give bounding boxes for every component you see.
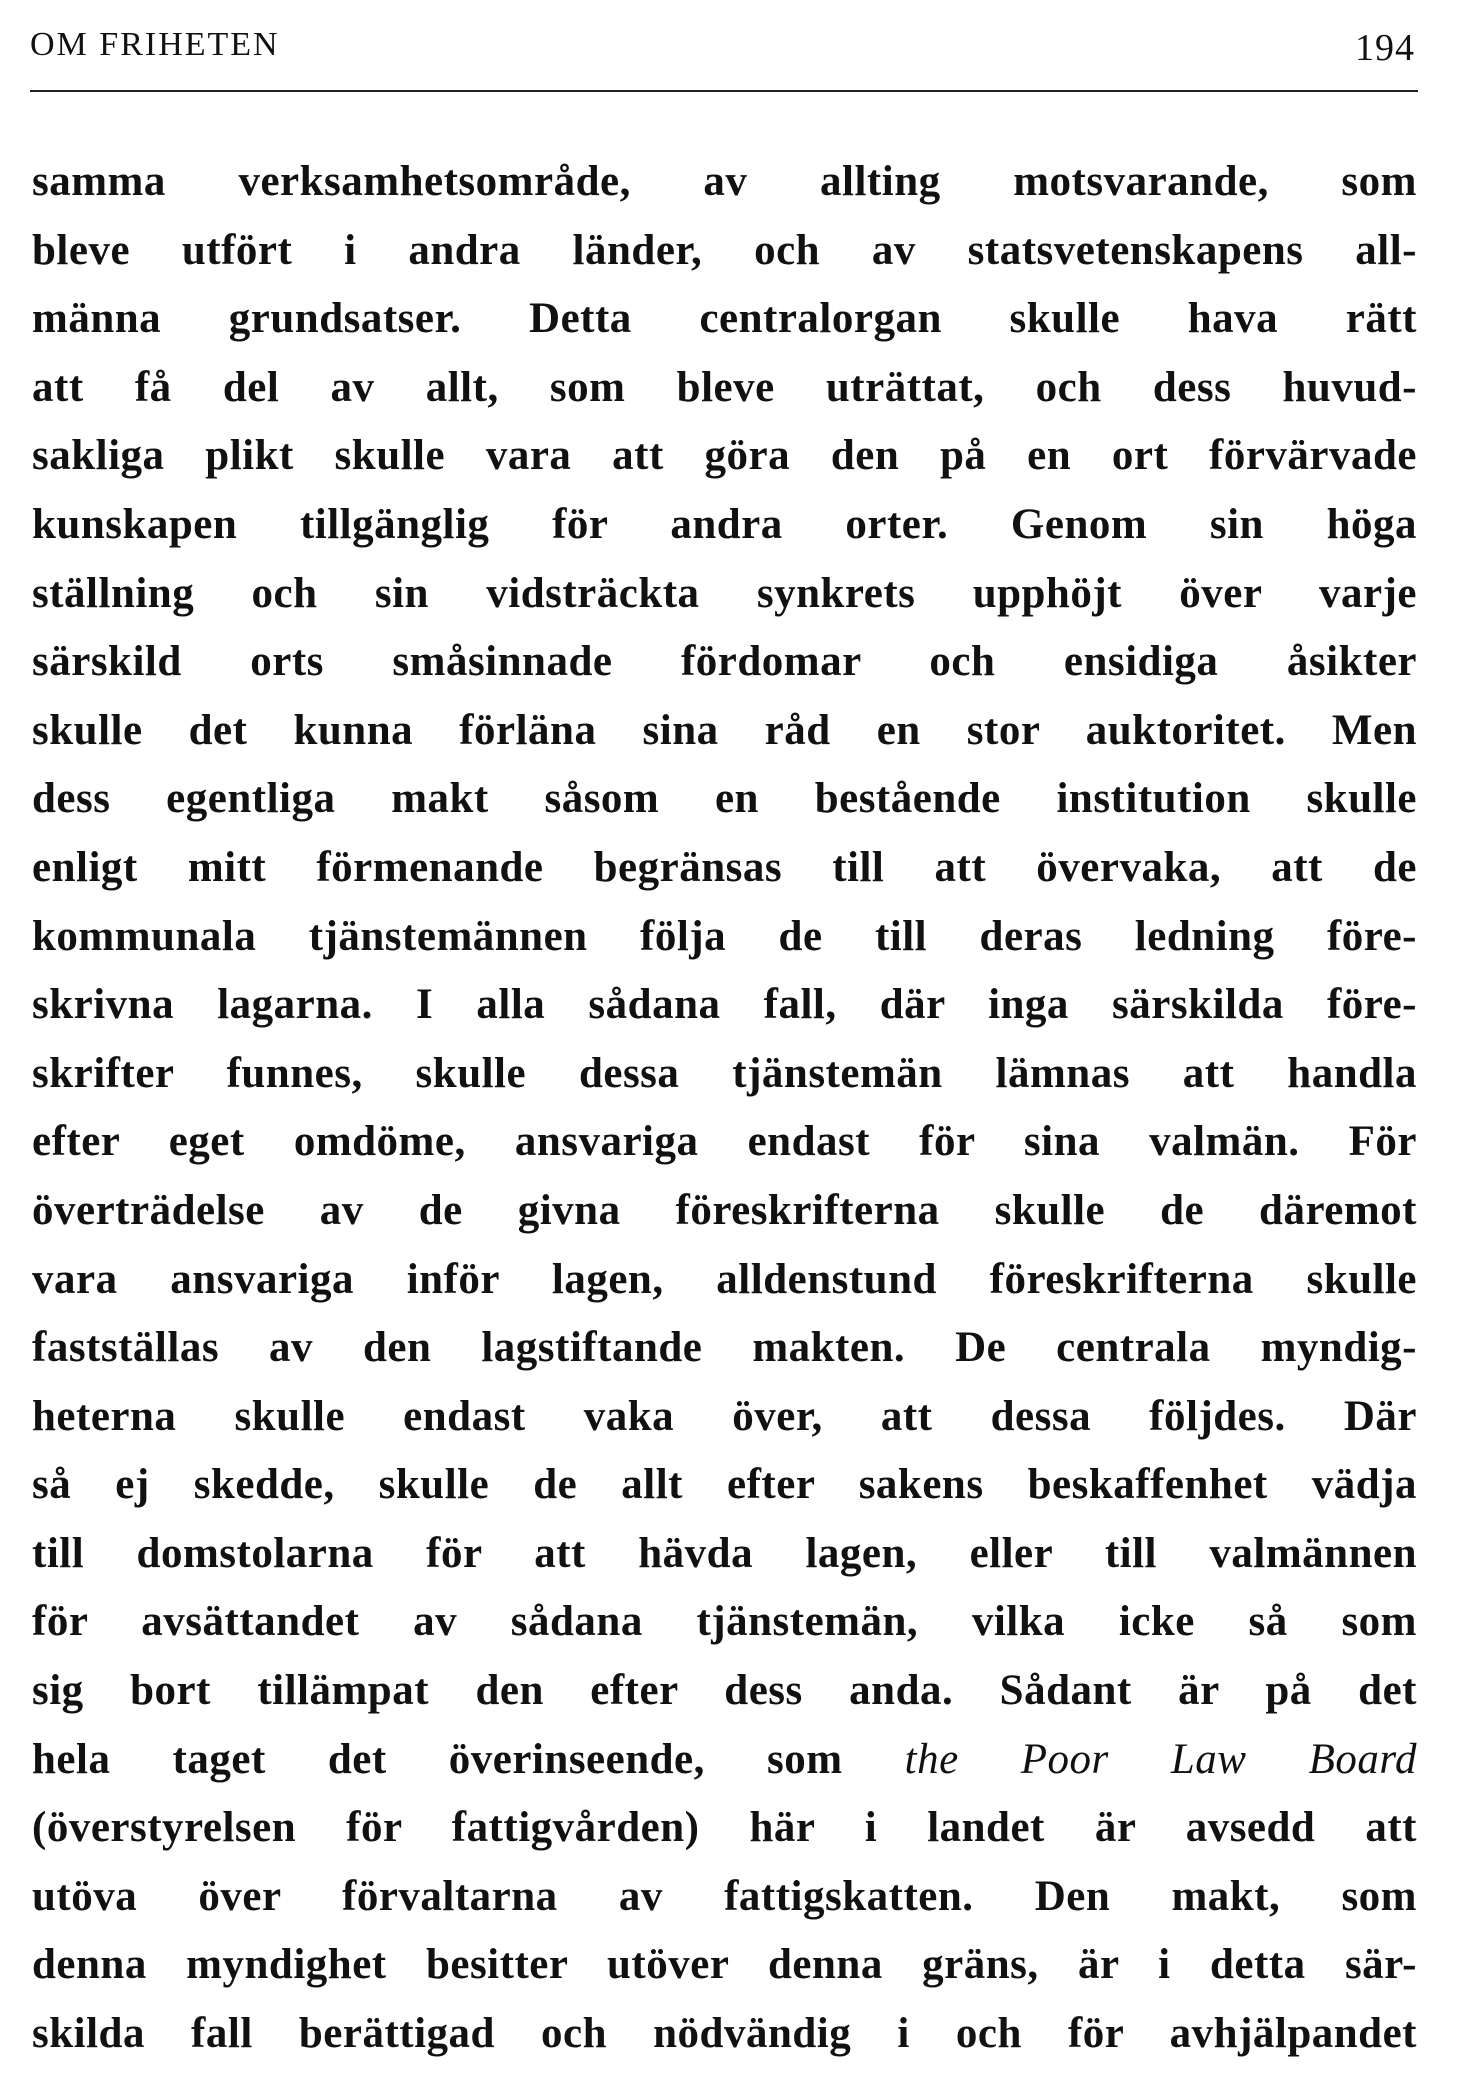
text-line: skrivna lagarna. I alla sådana fall, där inga särskilda före-: [32, 981, 1417, 1029]
text-line: kunskapen tillgänglig för andra orter. Genom sin höga: [32, 500, 1417, 548]
text-line-with-italic: [32, 1726, 1417, 1795]
text-line: att få del av allt, som bleve uträttat, och dess huvud-: [32, 363, 1417, 411]
body-text: [32, 148, 1417, 2069]
text-line: skulle det kunna förläna sina råd en stor auktoritet. Men: [32, 706, 1417, 754]
text-line: till domstolarna för att hävda lagen, eller till valmännen: [32, 1529, 1417, 1577]
text-line: utöva över förvaltarna av fattigskatten. Den makt, som: [32, 1872, 1417, 1920]
header-rule: [30, 90, 1418, 92]
text-line: sakliga plikt skulle vara att göra den på en ort förvärvade: [32, 432, 1417, 480]
text-line: heterna skulle endast vaka över, att dessa följdes. Där: [32, 1392, 1417, 1440]
text-line: skilda fall berättigad och nödvändig i och för avhjälpandet: [32, 2010, 1417, 2058]
running-title: OM FRIHETEN: [30, 26, 280, 63]
italic-title: the Poor Law Board: [904, 1735, 1417, 1783]
text-line: denna myndighet besitter utöver denna gräns, är i detta sär-: [32, 1941, 1417, 1989]
text-line: männa grundsatser. Detta centralorgan skulle hava rätt: [32, 295, 1417, 343]
text-line: sig bort tillämpat den efter dess anda. Sådant är på det: [32, 1667, 1417, 1715]
text-line: samma verksamhetsområde, av allting motsvarande, som: [32, 158, 1417, 205]
text-line: kommunala tjänstemännen följa de till deras ledning före-: [32, 912, 1417, 960]
text-line: överträdelse av de givna föreskrifterna skulle de däremot: [32, 1186, 1417, 1234]
text-line: så ej skedde, skulle de allt efter sakens beskaffenhet vädja: [32, 1461, 1417, 1509]
text-line: dess egentliga makt såsom en bestående institution skulle: [32, 775, 1417, 823]
text-line: för avsättandet av sådana tjänstemän, vilka icke så som: [32, 1598, 1417, 1646]
page-header: [30, 22, 1415, 72]
text-line: vara ansvariga inför lagen, alldenstund föreskrifterna skulle: [32, 1255, 1417, 1303]
text-line: (överstyrelsen för fattigvården) här i landet är avsedd att: [32, 1804, 1417, 1852]
text-line: enligt mitt förmenande begränsas till att övervaka, att de: [32, 843, 1417, 891]
text-line: särskild orts småsinnade fördomar och ensidiga åsikter: [32, 638, 1417, 686]
text-line: fastställas av den lagstiftande makten. De centrala myndig-: [32, 1324, 1417, 1372]
text-line: ställning och sin vidsträckta synkrets upphöjt över varje: [32, 569, 1417, 617]
page-number: 194: [1355, 27, 1415, 69]
text-line: efter eget omdöme, ansvariga endast för sina valmän. För: [32, 1118, 1417, 1166]
text-line: skrifter funnes, skulle dessa tjänstemän lämnas att handla: [32, 1049, 1417, 1097]
text-line: bleve utfört i andra länder, och av statsvetenskapens all-: [32, 226, 1417, 274]
text-segment: hela taget det överinseende, som: [32, 1735, 905, 1783]
